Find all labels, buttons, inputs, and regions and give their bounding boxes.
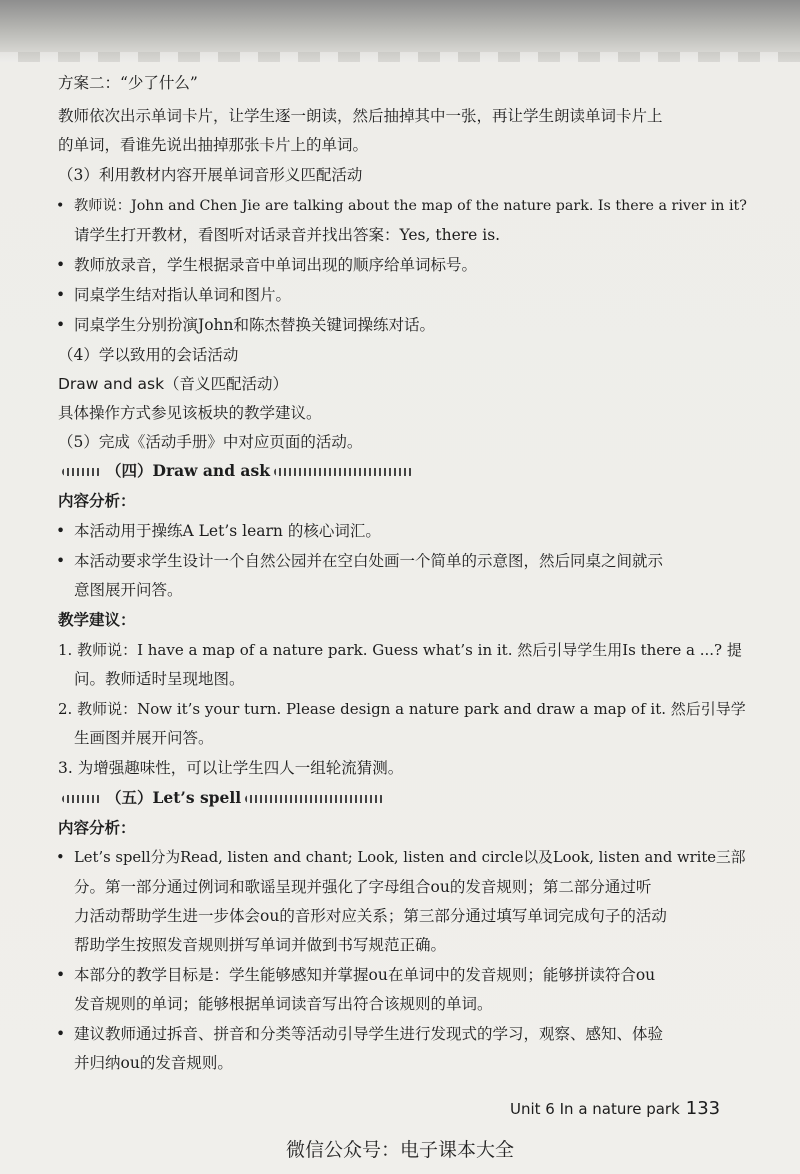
section-5-heading: （5）完成《活动手册》中对应页面的活动。 [58,433,363,451]
wave-ornament [62,795,102,803]
section-3-heading: （3）利用教材内容开展单词音形义匹配活动 [58,166,363,184]
numbered-item: 1. 教师说：I have a map of a nature park. Guess what’s in it. 然后引导学生用Is there a ...? 提 [58,641,742,659]
bullet-item: • 同桌学生结对指认单词和图片。 [58,284,291,306]
bullet-item: • 本活动用于操练A Let’s learn 的核心词汇。 [58,520,381,542]
bullet-item: • 同桌学生分别扮演John和陈杰替换关键词操练对话。 [58,314,435,336]
numbered-item: 2. 教师说：Now it’s your turn. Please design a nature park and draw a map of it. 然后引导学 [58,700,746,718]
wave-ornament [245,795,385,803]
bullet-continuation: 并归纳ou的发音规则。 [74,1054,233,1072]
paragraph-line: 教师依次出示单词卡片，让学生逐一朗读，然后抽掉其中一张，再让学生朗读单词卡片上 [58,107,663,125]
bullet-continuation: 意图展开问答。 [74,581,183,599]
scheme-two-heading: 方案二：“少了什么” [58,74,198,92]
activity-label: Draw and ask（音义匹配活动） [58,375,289,393]
page-footer [510,1098,720,1119]
bullet-item: • 教师放录音，学生根据录音中单词出现的顺序给单词标号。 [58,254,477,276]
bullet-continuation: 分。第一部分通过例词和歌谣呈现并强化了字母组合ou的发音规则；第二部分通过听 [74,878,652,896]
content-analysis-heading: 内容分析： [58,818,136,837]
numbered-continuation: 问。教师适时呈现地图。 [74,670,245,688]
bullet-item: • Let’s spell分为Read, listen and chant; Look, listen and circle以及Look, listen and write三部 [58,847,746,869]
bullet-continuation: 发音规则的单词；能够根据单词读音写出符合该规则的单词。 [74,995,493,1013]
bullet-continuation: 请学生打开教材，看图听对话录音并找出答案：Yes, there is. [74,226,501,244]
numbered-continuation: 生画图并展开问答。 [74,729,214,747]
watermark-text: 微信公众号：电子课本大全 [285,1139,514,1161]
bullet-continuation: 帮助学生按照发音规则拼写单词并做到书写规范正确。 [74,936,447,954]
wave-ornament [274,468,414,476]
bullet-item: • 本活动要求学生设计一个自然公园并在空白处画一个简单的示意图，然后同桌之间就示 [58,550,663,572]
content-analysis-heading: 内容分析： [58,491,136,510]
bullet-item: • 教师说：John and Chen Jie are talking about the map of the nature park. Is there a river in it? [58,195,747,217]
bullet-continuation: 力活动帮助学生进一步体会ou的音形对应关系；第三部分通过填写单词完成句子的活动 [74,907,667,925]
part-5-heading: （五）Let’s spell [58,787,389,809]
teaching-suggestion-heading: 教学建议： [58,610,136,629]
bullet-item: • 本部分的教学目标是：学生能够感知并掌握ou在单词中的发音规则；能够拼读符合ou [58,964,655,986]
paragraph-line: 具体操作方式参见该板块的教学建议。 [58,404,322,422]
numbered-item: 3. 为增强趣味性，可以让学生四人一组轮流猜测。 [58,759,404,777]
bullet-item: • 建议教师通过拆音、拼音和分类等活动引导学生进行发现式的学习，观察、感知、体验 [58,1023,663,1045]
page-number: 133 [685,1098,721,1119]
wave-ornament [62,468,102,476]
paragraph-line: 的单词，看谁先说出抽掉那张卡片上的单词。 [58,136,369,154]
page-header-band [0,0,800,62]
part-4-heading: （四）Draw and ask [58,460,418,482]
section-4-heading: （4）学以致用的会话活动 [58,346,239,364]
unit-title: Unit 6 In a nature park [510,1100,680,1118]
